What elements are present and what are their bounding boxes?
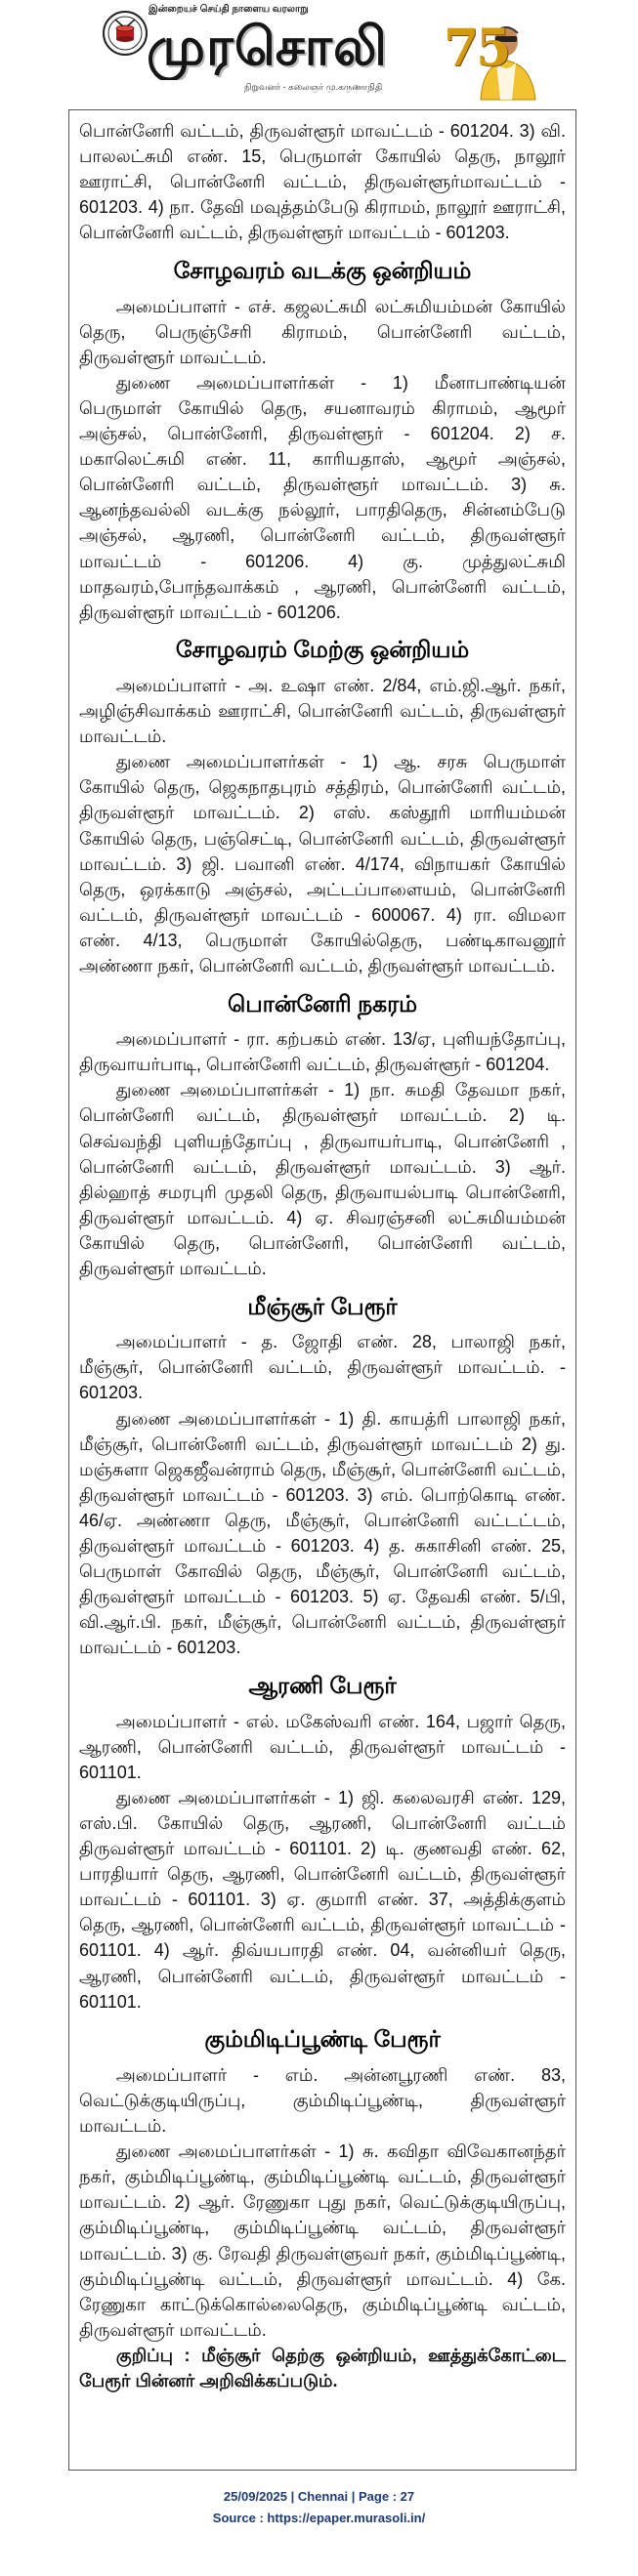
deputy-organisers-entry: துணை அமைப்பாளர்கள் - 1) ஆ. சரசு பெருமாள் கோயில் தெரு, ஜெகநாதபுரம் சத்திரம், பொன்னேரி வட்டம், திருவள்ளூர் மாவட்டம். 2) எஸ். கஸ்தூரி மாரியம்மன் கோயில் தெரு, பஞ்செட்டி, பொன்னேரி வட்டம், திருவள்ளூர் மாவட்டம். 3) ஜி. பவானி எண். 4/174, விநாயகர் கோயில் தெரு, ஒரக்காடு அஞ்சல், அட்டப்பாளையம், பொன்னேரி வட்டம், திருவள்ளூர் மாவட்டம் - 600067. 4) ரா. விமலா எண். 4/13, பெருமாள் கோயில்தெரு, பண்டிகாவனூர் அண்ணா நகர், பொன்னேரி வட்டம், திருவள்ளூர் மாவட்டம். — [79, 752, 566, 976]
organiser-entry: அமைப்பாளர் - அ. உஷா எண். 2/84, எம்.ஜி.ஆர். நகர், அழிஞ்சிவாக்கம் ஊராட்சி, பொன்னேரி வட்டம், திருவள்ளூர் மாவட்டம். — [79, 675, 566, 747]
masthead — [0, 0, 638, 105]
footer-source: Source : https://epaper.murasoli.in/ — [212, 2511, 426, 2525]
section-heading-sholavaram-north: சோழவரம் வடக்கு ஒன்றியம் — [173, 257, 472, 283]
organiser-entry: அமைப்பாளர் - எம். அன்னபூரணி எண். 83, வெட்டுக்குடியிருப்பு, கும்மிடிப்பூண்டி, திருவள்ளூர் மாவட்டம். — [79, 2064, 566, 2137]
deputy-organisers-entry: துணை அமைப்பாளர்கள் - 1) தி. காயத்ரி பாலாஜி நகர், மீஞ்சூர், பொன்னேரி வட்டம், திருவள்ளூர் மாவட்டம் 2) து. மஞ்சுளா ஜெகஜீவன்ராம் தெரு, மீஞ்சூர், பொன்னேரி வட்டம், திருவள்ளூர் மாவட்டம் - 601203. 3) எம். பொற்கொடி எண். 46/ஏ. அண்ணா தெரு, மீஞ்சூர், பொன்னேரி வட்டட்டம், திருவள்ளூர் மாவட்டம் - 601203. 4) த. சுகாசினி எண். 25, பெருமாள் கோவில் தெரு, மீஞ்சூர், பொன்னேரி வட்டம், திருவள்ளூர் மாவட்டம் - 601203. 5) ஏ. தேவகி எண். 5/பி, வி.ஆர்.பி. நகர், மீஞ்சூர், பொன்னேரி வட்டம், திருவள்ளூர் மாவட்டம் - 601203. — [79, 1408, 566, 1658]
footer — [0, 2486, 638, 2529]
drum-emblem-icon — [102, 10, 149, 57]
deputy-organisers-entry: துணை அமைப்பாளர்கள் - 1) ஜி. கலைவரசி எண். 129, எஸ்.பி. கோயில் தெரு, ஆரணி, பொன்னேரி வட்டம் திருவள்ளூர் மாவட்டம் - 601101. 2) டி. குணவதி எண். 62, பாரதியார் தெரு, ஆரணி, பொன்னேரி வட்டம், திருவள்ளூர் மாவட்டம் - 601101. 3) ஏ. குமாரி எண். 37, அத்திக்குளம் தெரு, ஆரணி, பொன்னேரி வட்டம், திருவள்ளூர் மாவட்டம் - 601101. 4) ஆர். திவ்யபாரதி எண். 04, வன்னியர் தெரு, ஆரணி, பொன்னேரி வட்டம், திருவள்ளூர் மாவட்டம் - 601101. — [79, 1787, 566, 2012]
note-paragraph: குறிப்பு : மீஞ்சூர் தெற்கு ஒன்றியம், ஊத்துக்கோட்டை பேரூர் பின்னர் அறிவிக்கப்படும். — [79, 2345, 566, 2390]
organiser-entry: அமைப்பாளர் - த. ஜோதி எண். 28, பாலாஜி நகர், மீஞ்சூர், பொன்னேரி வட்டம், திருவள்ளூர் மாவட்டம். - 601203. — [79, 1332, 566, 1403]
anniversary-number: 75 — [444, 19, 509, 78]
anniversary-75-logo — [442, 4, 539, 102]
section-heading-minjur: மீஞ்சூர் பேரூர் — [247, 1293, 398, 1319]
article-box — [68, 109, 576, 2471]
organiser-entry: அமைப்பாளர் - எச். கஜலட்சுமி லட்சுமியம்மன் கோயில் தெரு, பெருஞ்சேரி கிராமம், பொன்னேரி வட்டம், திருவள்ளூர் மாவட்டம். — [79, 296, 566, 367]
masthead-founder-line: நிறுவனர் - கலைஞர் மு.கருணாநிதி — [244, 82, 383, 92]
continued-paragraph: பொன்னேரி வட்டம், திருவள்ளூர் மாவட்டம் - 601204. 3) வி. பாலலட்சுமி எண். 15, பெருமாள் கோயில் தெரு, நாலூர் ஊராட்சி, பொன்னேரி வட்டம், திருவள்ளூர்மாவட்டம் - 601203. 4) நா. தேவி மவுத்தம்பேடு கிராமம், நாலூர் ஊராட்சி, பொன்னேரி வட்டம், திருவள்ளூர் மாவட்டம் - 601203. — [79, 121, 566, 243]
deputy-organisers-entry: துணை அமைப்பாளர்கள் - 1) மீனாபாண்டியன் பெருமாள் கோயில் தெரு, சயனாவரம் கிராமம், ஆமூர் அஞ்சல், பொன்னேரி, திருவள்ளூர் - 601204. 2) ச. மகாலெட்சுமி எண். 11, காரியதாஸ், ஆமூர் அஞ்சல், பொன்னேரி வட்டம், திருவள்ளூர் மாவட்டம். 3) சு. ஆனந்தவல்லி வடக்கு நல்லூர், பாரதிதெரு, சின்னம்பேடு அஞ்சல், ஆரணி, பொன்னேரி வட்டம், திருவள்ளூர் மாவட்டம் - 601206. 4) கு. முத்துலட்சுமி மாதவரம்,போந்தவாக்கம் , ஆரணி, பொன்னேரி வட்டம், திருவள்ளூர் மாவட்டம் - 601206. — [79, 372, 566, 622]
masthead-tagline: இன்றையச் செய்தி நாளைய வரலாறு — [149, 4, 309, 15]
footer-dateline: 25/09/2025 | Chennai | Page : 27 — [223, 2489, 415, 2504]
masthead-title: முரசொலி — [147, 18, 388, 76]
section-heading-sholavaram-west: சோழவரம் மேற்கு ஒன்றியம் — [175, 637, 470, 663]
section-heading-arani: ஆரணி பேரூர் — [248, 1672, 397, 1698]
deputy-organisers-entry: துணை அமைப்பாளர்கள் - 1) நா. சுமதி தேவமா நகர், பொன்னேரி வட்டம், திருவள்ளூர் மாவட்டம். 2) டி. செவ்வந்தி புளியந்தோப்பு , திருவாயர்பாடி, பொன்னேரி , பொன்னேரி வட்டம், திருவள்ளூர் மாவட்டம். 3) ஆர். தில்ஹாத் சமரபுரி முதலி தெரு, திருவாயல்பாடி பொன்னேரி, திருவள்ளூர் மாவட்டம். 4) ஏ. சிவரஞ்சனி லட்சுமியம்மன் கோயில் தெரு, பொன்னேரி, பொன்னேரி வட்டம், திருவள்ளூர் மாவட்டம். — [79, 1080, 566, 1279]
deputy-organisers-entry: துணை அமைப்பாளர்கள் - 1) சு. கவிதா விவேகானந்தர் நகர், கும்மிடிப்பூண்டி, கும்மிடிப்பூண்டி வட்டம், திருவள்ளூர் மாவட்டம். 2) ஆர். ரேணுகா புது நகர், வெட்டுக்குடியிருப்பு, கும்மிடிப்பூண்டி, கும்மிடிப்பூண்டி வட்டம், திருவள்ளூர் மாவட்டம். 3) கு. ரேவதி திருவள்ளுவர் நகர், கும்மிடிப்பூண்டி, கும்மிடிப்பூண்டி வட்டம், திருவள்ளூர் மாவட்டம். 4) கே. ரேணுகா காட்டுக்கொல்லைதெரு, கும்மிடிப்பூண்டி வட்டம், திருவள்ளூர் மாவட்டம். — [79, 2141, 566, 2340]
section-heading-ponneri-town: பொன்னேரி நகரம் — [227, 990, 417, 1017]
section-heading-gummidipoondi: கும்மிடிப்பூண்டி பேரூர் — [204, 2026, 441, 2053]
organiser-entry: அமைப்பாளர் - ரா. கற்பகம் எண். 13/ஏ, புளியந்தோப்பு, திருவாயர்பாடி, பொன்னேரி வட்டம், திருவள்ளூர் - 601204. — [79, 1029, 566, 1075]
organiser-entry: அமைப்பாளர் - எல். மகேஸ்வரி எண். 164, பஜார் தெரு, ஆரணி, பொன்னேரி வட்டம், திருவள்ளூர் மாவட்டம் - 601101. — [79, 1711, 566, 1782]
article-body — [69, 110, 575, 2470]
